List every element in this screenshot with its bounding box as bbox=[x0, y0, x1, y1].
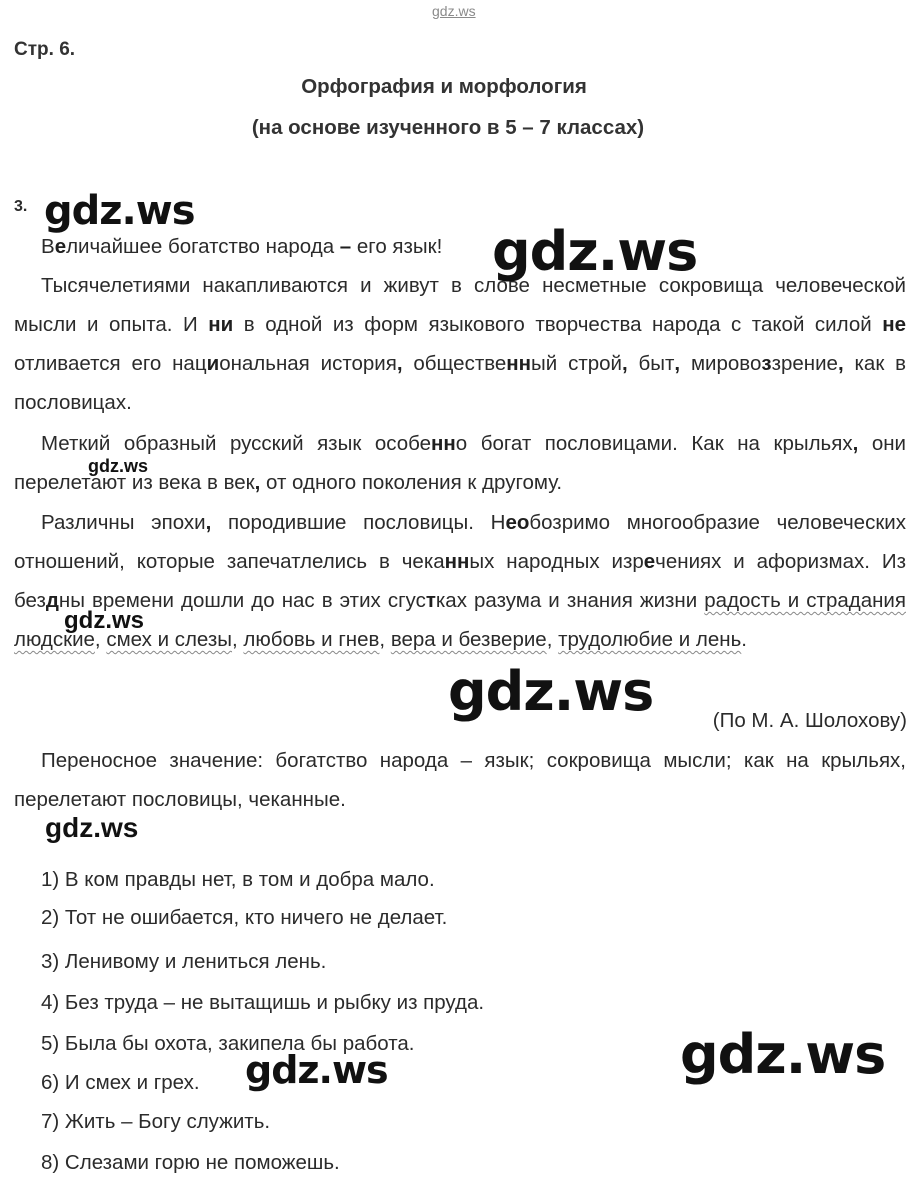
text-run: отливается его нац bbox=[14, 352, 207, 375]
bold-letter: д bbox=[45, 589, 59, 612]
text-run: быт bbox=[627, 352, 675, 375]
attribution: (По М. А. Шолохову) bbox=[712, 709, 907, 732]
homogeneous-member: радость и страдания людские bbox=[14, 589, 906, 651]
bold-comma: , bbox=[852, 432, 859, 455]
text-run: они перелетают из века в век bbox=[14, 432, 906, 494]
text-run: бозримо многообразие человеческих отношений, которые запечатлелись в чека bbox=[14, 511, 906, 573]
text-run: ональная история bbox=[219, 352, 397, 375]
bold-particle: не bbox=[882, 313, 906, 336]
text-run: личайшее богатство народа bbox=[66, 235, 340, 258]
text-run: обществе bbox=[402, 352, 507, 375]
bold-particle: ни bbox=[208, 313, 234, 336]
homogeneous-member: трудолюбие и лень bbox=[558, 628, 742, 651]
watermark-top: gdz.ws bbox=[432, 3, 476, 19]
text-run: Тысячелетиями накапливаются и живут в слове несметные сокровища человеческой мысли и опыта. И bbox=[14, 274, 906, 336]
proverb-item: 6) И смех и грех. bbox=[41, 1071, 200, 1094]
section-subtitle: (на основе изученного в 5 – 7 классах) bbox=[251, 116, 645, 139]
bold-comma: , bbox=[674, 352, 681, 375]
text-run: , bbox=[94, 628, 107, 651]
proverb-item: 5) Была бы охота, закипела бы работа. bbox=[41, 1032, 415, 1055]
homogeneous-member: вера и безверие bbox=[390, 628, 547, 651]
text-run: его язык! bbox=[351, 235, 443, 258]
watermark: gdz.ws bbox=[245, 1048, 388, 1092]
text-run: В bbox=[41, 235, 55, 258]
homogeneous-member: смех и слезы bbox=[106, 628, 233, 651]
bold-comma: , bbox=[205, 511, 212, 534]
proverb-item: 3) Ленивому и лениться лень. bbox=[41, 950, 327, 973]
homogeneous-member: любовь и гнев bbox=[243, 628, 380, 651]
watermark: gdz.ws bbox=[680, 1023, 886, 1086]
bold-comma: , bbox=[396, 352, 403, 375]
text-run: Различны эпохи bbox=[41, 511, 206, 534]
text-run: , bbox=[379, 628, 391, 651]
bold-letter: з bbox=[761, 352, 772, 375]
watermark: gdz.ws bbox=[44, 188, 195, 234]
paragraph-4 bbox=[14, 503, 906, 659]
watermark: gdz.ws bbox=[45, 812, 139, 843]
text-run: ках разума и знания жизни bbox=[435, 589, 705, 612]
proverb-item: 4) Без труда – не вытащишь и рыбку из пруда. bbox=[41, 991, 485, 1014]
watermark: gdz.ws bbox=[492, 220, 698, 283]
bold-comma: , bbox=[254, 471, 261, 494]
proverb-item: 2) Тот не ошибается, кто ничего не делает. bbox=[41, 906, 448, 929]
bold-letter: е bbox=[643, 550, 656, 573]
text-run: , bbox=[232, 628, 244, 651]
text-run: о богат пословицами. Как на крыльях bbox=[455, 432, 853, 455]
text-run: . bbox=[741, 628, 747, 651]
bold-letter: е bbox=[54, 235, 67, 258]
bold-letter: нн bbox=[431, 432, 456, 455]
bold-letter: ео bbox=[505, 511, 530, 534]
proverb-item: 8) Слезами горю не поможешь. bbox=[41, 1151, 340, 1174]
bold-letter: нн bbox=[506, 352, 532, 375]
section-title: Орфография и морфология bbox=[301, 75, 587, 98]
text-run: Меткий образный русский язык особе bbox=[41, 432, 432, 455]
bold-letter: т bbox=[425, 589, 436, 612]
text-run: чениях и афоризмах. Из без bbox=[14, 550, 906, 612]
watermark: gdz.ws bbox=[448, 660, 654, 723]
text-run: ны времени дошли до нас в этих сгус bbox=[58, 589, 426, 612]
text-run: ых народных изр bbox=[469, 550, 644, 573]
text-run: в одной из форм языкового творчества народа с такой силой bbox=[233, 313, 883, 336]
proverb-item: 1) В ком правды нет, в том и добра мало. bbox=[41, 868, 435, 891]
bold-dash: – bbox=[339, 235, 352, 258]
bold-letter: нн bbox=[444, 550, 470, 573]
bold-comma: , bbox=[837, 352, 844, 375]
page-label: Стр. 6. bbox=[14, 39, 76, 60]
text-run: породившие пословицы. Н bbox=[211, 511, 506, 534]
figurative-meaning: Переносное значение: богатство народа – язык; сокровища мысли; как на крыльях, перелетают пословицы, чеканные. bbox=[14, 749, 906, 811]
proverb-item: 7) Жить – Богу служить. bbox=[41, 1110, 271, 1133]
text-run: ый строй bbox=[531, 352, 622, 375]
watermark: gdz.ws bbox=[64, 607, 145, 634]
exercise-number: 3. bbox=[14, 198, 28, 215]
bold-letter: и bbox=[206, 352, 220, 375]
text-run: , bbox=[546, 628, 559, 651]
text-run: зрение bbox=[771, 352, 838, 375]
paragraph-2 bbox=[14, 266, 906, 422]
text-run: от одного поколения к другому. bbox=[260, 471, 563, 494]
watermark: gdz.ws bbox=[88, 456, 149, 476]
text-run: как в пословицах. bbox=[14, 352, 907, 414]
text-run: мирово bbox=[680, 352, 762, 375]
bold-comma: , bbox=[621, 352, 628, 375]
